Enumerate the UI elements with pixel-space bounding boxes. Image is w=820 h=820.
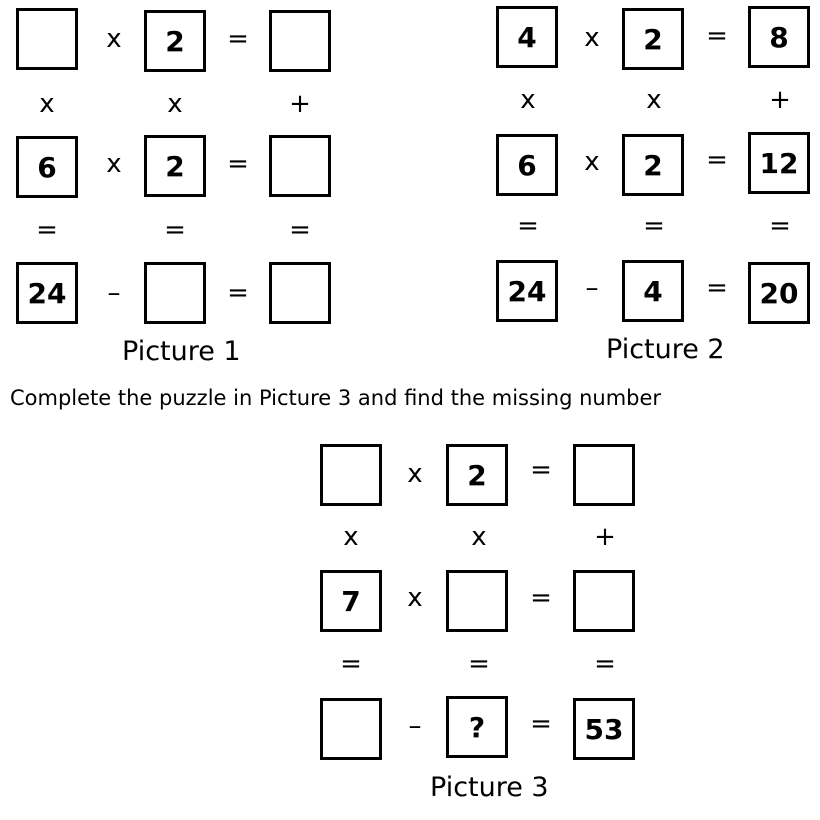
operator-multiply: x [106,149,122,179]
cell-r3c2: ? [446,696,508,758]
cell-r1c2: 2 [622,8,684,70]
equals-col-1: = [36,215,58,245]
cell-r1c3 [269,10,331,72]
equals-col-1: = [517,211,539,241]
operator-col-2: x [167,89,183,119]
instruction-text: Complete the puzzle in Picture 3 and find the missing number [10,386,662,410]
equals-col-2: = [164,215,186,245]
cell-r2c1: 6 [16,136,78,198]
equals-col-2: = [468,649,490,679]
operator-col-1: x [343,522,359,552]
cell-r3c1: 24 [496,260,558,322]
operator-equals: = [227,278,249,308]
puzzle-2 [496,6,816,366]
cell-r3c1: 24 [16,262,78,324]
equals-col-1: = [340,649,362,679]
cell-r3c2 [144,262,206,324]
cell-r2c3: 12 [748,132,810,194]
equals-col-3: = [769,211,791,241]
operator-col-3: + [594,522,616,552]
caption: Picture 1 [122,336,241,367]
operator-equals: = [706,21,728,51]
operator-col-2: x [471,522,487,552]
caption: Picture 3 [430,772,549,803]
operator-col-1: x [520,85,536,115]
operator-minus: – [585,273,599,303]
operator-col-1: x [39,89,55,119]
cell-r1c2: 2 [446,444,508,506]
cell-r1c3 [573,444,635,506]
cell-r3c3: 20 [748,262,810,324]
cell-r1c3: 8 [748,6,810,68]
operator-equals: = [530,709,552,739]
operator-equals: = [530,455,552,485]
puzzle-3 [320,442,650,812]
operator-minus: – [408,711,422,741]
operator-col-3: + [769,85,791,115]
caption: Picture 2 [606,334,725,365]
cell-r1c1: 4 [496,6,558,68]
operator-multiply: x [584,147,600,177]
cell-r2c2 [446,570,508,632]
equals-col-3: = [289,215,311,245]
operator-col-2: x [646,85,662,115]
operator-multiply: x [106,24,122,54]
operator-equals: = [706,273,728,303]
puzzle-1 [16,8,336,368]
operator-minus: – [107,278,121,308]
operator-multiply: x [407,459,423,489]
operator-equals: = [227,24,249,54]
cell-r2c1: 7 [320,570,382,632]
equals-col-2: = [643,211,665,241]
cell-r3c3 [269,262,331,324]
operator-equals: = [227,149,249,179]
cell-r2c2: 2 [622,134,684,196]
cell-r1c2: 2 [144,10,206,72]
equals-col-3: = [594,649,616,679]
cell-r2c2: 2 [144,135,206,197]
cell-r3c2: 4 [622,260,684,322]
cell-r2c1: 6 [496,134,558,196]
cell-r3c3: 53 [573,698,635,760]
cell-r1c1 [320,444,382,506]
operator-equals: = [530,583,552,613]
operator-multiply: x [584,23,600,53]
operator-col-3: + [289,89,311,119]
operator-multiply: x [407,583,423,613]
cell-r2c3 [573,570,635,632]
cell-r2c3 [269,135,331,197]
cell-r3c1 [320,698,382,760]
cell-r1c1 [16,8,78,70]
operator-equals: = [706,145,728,175]
